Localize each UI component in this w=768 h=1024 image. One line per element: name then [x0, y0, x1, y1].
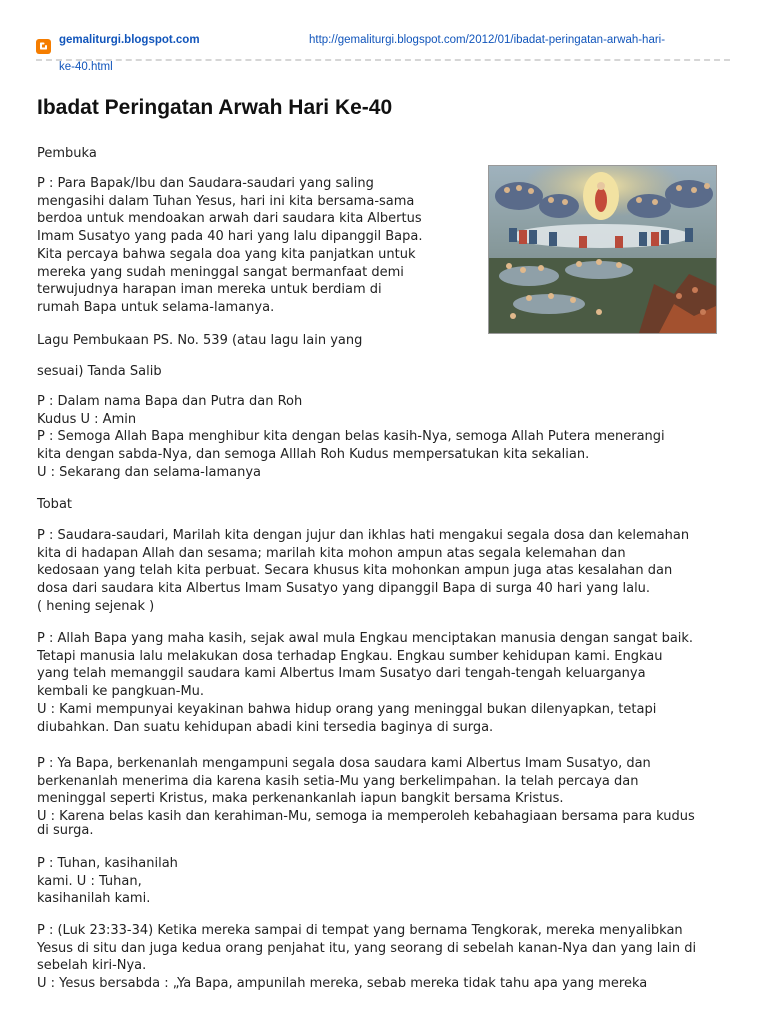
last-judgment-illustration	[488, 165, 717, 334]
header-divider	[36, 59, 730, 61]
opening-song-line: Lagu Pembukaan PS. No. 539 (atau lagu lain yang	[37, 333, 363, 348]
section-heading-tobat: Tobat	[37, 497, 73, 512]
gospel-reading-paragraph: P : (Luk 23:33-34) Ketika mereka sampai di tempat yang bernama Tengkorak, mereka menyalibkan Yesus di situ dan juga kedua orang penjahat itu, yang seorang di sebelah kanan-Nya dan yang lain di sebelah kiri-Nya. U : Yesus bersabda : „Ya Bapa, ampunilah mereka, sebab mereka tidak tahu apa yang mereka	[37, 923, 697, 992]
site-name-link[interactable]: gemaliturgi.blogspot.com	[59, 34, 200, 46]
prayer-paragraph-1: P : Allah Bapa yang maha kasih, sejak awal mula Engkau menciptakan manusia dengan sangat baik. Tetapi manusia lalu melakukan dosa terhadap Engkau. Engkau sumber kehidupan kami. Engkau yang telah memanggil saudara kami Albertus Imam Susatyo dari tengah-tengah keluarganya kembali ke pangkuan-Mu. U : Kami mempunyai keyakinan bahwa hidup orang yang meninggal bukan dilenyapkan, tetapi diubahkan. Dan suatu kehidupan abadi kini tersedia baginya di surga.	[37, 631, 694, 735]
page-url-link[interactable]: http://gemaliturgi.blogspot.com/2012/01/ibadat-peringatan-arwah-hari-	[309, 34, 666, 46]
prayer-paragraph-2: P : Ya Bapa, berkenanlah mengampuni segala dosa saudara kami Albertus Imam Susatyo, dan berkenanlah menerima dia karena kasih setia-Mu yang berkelimpahan. Ia telah percaya dan meninggal seperti Kristus, maka perkenankanlah iapun bangkit bersama Kristus. U : Karena belas kasih dan kerahiman-Mu, semoga ia memperoleh kebahagiaan bersama para kudus di surga.	[37, 756, 695, 838]
opening-paragraph: P : Para Bapak/Ibu dan Saudara-saudari yang saling mengasihi dalam Tuhan Yesus, hari ini kita bersama-sama berdoa untuk mendoakan arwah dari saudara kita Albertus Imam Susatyo yang pada 40 hari yang lalu dipanggil Bapa. Kita percaya bahwa segala doa yang kita panjatkan untuk mereka yang sudah meninggal sangat bermanfaat demi terwujudnya harapan iman mereka untuk berdiam di rumah Bapa untuk selama-lamanya.	[37, 176, 423, 315]
greeting-paragraph: P : Dalam nama Bapa dan Putra dan Roh Kudus U : Amin P : Semoga Allah Bapa menghibur kita dengan belas kasih-Nya, semoga Allah Putera menerangi kita dengan sabda-Nya, dan semoga Alllah Roh Kudus mempersatukan kita sekalian. U : Sekarang dan selama-lamanya	[37, 394, 665, 480]
blogger-icon	[36, 39, 51, 54]
page-title: Ibadat Peringatan Arwah Hari Ke-40	[37, 96, 393, 119]
kyrie-paragraph: P : Tuhan, kasihanilah kami. U : Tuhan, kasihanilah kami.	[37, 856, 178, 907]
penitence-invitation-paragraph: P : Saudara-saudari, Marilah kita dengan jujur dan ikhlas hati mengakui segala dosa dan kelemahan kita di hadapan Allah dan sesama; marilah kita mohon ampun atas segala kelemahan dan kedosaan yang telah kita perbuat. Secara khusus kita mohonkan ampun juga atas kesalahan dan dosa dari saudara kita Albertus Imam Susatyo yang dipanggil Bapa di surga 40 hari yang lalu. ( hening sejenak )	[37, 528, 690, 614]
section-heading-pembuka: Pembuka	[37, 146, 97, 161]
page-url-link-continued[interactable]: ke-40.html	[59, 61, 113, 73]
page-header	[0, 0, 768, 80]
sign-of-cross-line: sesuai) Tanda Salib	[37, 364, 162, 379]
